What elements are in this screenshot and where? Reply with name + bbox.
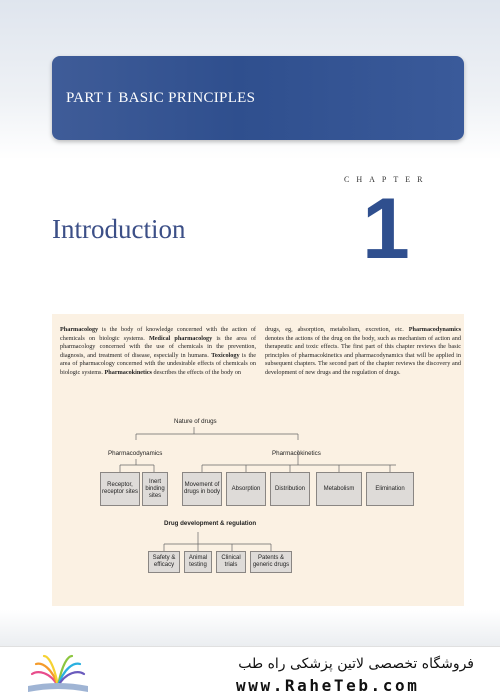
part-name: BASIC PRINCIPLES — [118, 90, 256, 106]
pd-box-receptor: Receptor, receptor sites — [100, 472, 140, 506]
intro-term: Medical pharmacology — [148, 334, 213, 342]
pk-box-elimination: Elimination — [366, 472, 414, 506]
pd-box-inert-binding: Inert binding sites — [142, 472, 168, 506]
footer-persian-text: فروشگاه تخصصی لاتین پزشکی راه طب — [238, 656, 474, 672]
part-title — [66, 90, 255, 107]
chapter-label: CHAPTER — [344, 175, 430, 184]
footer-url: www.RaheTeb.com — [236, 676, 420, 695]
intro-run: is the area of pharmacology concerned with the undesirable effects of chemicals on biologic systems. — [60, 351, 257, 376]
intro-run: denotes the actions of the drug on the body, such as mechanism of action and therapeutic and toxic effects. The first part of this chapter reviews the basic principles of pharmacokinetics and pharmacodynamics that will be applied in subsequent chapters. The second part of the chapter reviews the discovery and development of new drugs and the regulation of drugs. — [265, 334, 461, 376]
intro-term: Pharmacology — [60, 326, 99, 333]
part-banner — [52, 56, 464, 140]
dev-box-patents: Patents & generic drugs — [250, 551, 292, 573]
intro-term: Pharmacodynamics — [408, 326, 461, 333]
open-book-rainbow-logo-icon — [22, 652, 94, 696]
pk-box-absorption: Absorption — [226, 472, 266, 506]
pharmacokinetics-label: Pharmacokinetics — [272, 450, 321, 457]
footer-shadow — [0, 610, 500, 650]
dev-box-animal-testing: Animal testing — [184, 551, 212, 573]
intro-term: Toxicology — [211, 351, 240, 359]
intro-run: drugs, eg, absorption, metabolism, excretion, etc. — [265, 326, 409, 333]
concept-diagram — [52, 314, 464, 606]
dev-box-clinical-trials: Clinical trials — [216, 551, 246, 573]
intro-run: is the area of pharmacology concerned with the use of chemicals in the prevention, diagnosis, and treatment of disease, especially in humans. — [60, 334, 257, 359]
pk-box-metabolism: Metabolism — [316, 472, 362, 506]
diagram-root-label: Nature of drugs — [174, 418, 217, 425]
chapter-number: 1 — [362, 181, 410, 277]
chapter-title: Introduction — [52, 214, 186, 244]
dev-box-safety: Safety & efficacy — [148, 551, 180, 573]
intro-run: is the body of knowledge concerned with the action of chemicals on biologic systems. — [60, 326, 256, 342]
pk-box-distribution: Distribution — [270, 472, 310, 506]
intro-term: Pharmacokinetics — [104, 368, 152, 376]
drug-development-label: Drug development & regulation — [164, 520, 257, 527]
intro-run: describes the effects of the body on — [151, 368, 242, 376]
pk-box-movement: Movement of drugs in body — [182, 472, 222, 506]
pharmacodynamics-label: Pharmacodynamics — [108, 450, 163, 457]
part-number: PART I — [66, 90, 113, 106]
